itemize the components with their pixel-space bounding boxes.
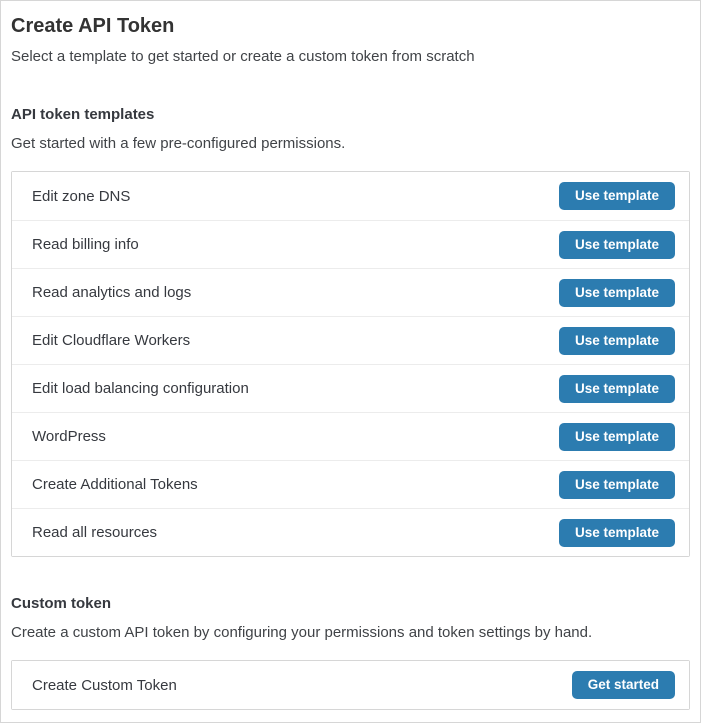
create-custom-token-row <box>12 661 689 709</box>
template-row-edit-zone-dns <box>12 172 689 220</box>
use-template-button[interactable]: Use template <box>559 471 675 499</box>
template-row-read-analytics-and-logs <box>12 268 689 316</box>
template-label: Create Additional Tokens <box>32 476 198 493</box>
custom-token-card <box>11 660 690 710</box>
page-title: Create API Token <box>11 15 175 37</box>
template-label: Read billing info <box>32 236 139 253</box>
template-row-create-additional-tokens <box>12 460 689 508</box>
templates-section-description: Get started with a few pre-configured permissions. <box>11 135 346 152</box>
template-row-wordpress <box>12 412 689 460</box>
use-template-button[interactable]: Use template <box>559 231 675 259</box>
custom-token-row-label: Create Custom Token <box>32 676 177 694</box>
template-row-read-all-resources <box>12 508 689 556</box>
get-started-button[interactable]: Get started <box>572 671 675 699</box>
templates-section-heading: API token templates <box>11 106 155 123</box>
template-label: Edit load balancing configuration <box>32 380 249 397</box>
use-template-button[interactable]: Use template <box>559 327 675 355</box>
custom-token-heading: Custom token <box>11 595 112 612</box>
page-subtitle: Select a template to get started or create a custom token from scratch <box>11 48 475 65</box>
create-api-token-page <box>1 1 700 710</box>
template-row-read-billing-info <box>12 220 689 268</box>
template-label: Read analytics and logs <box>32 284 192 301</box>
template-label: Read all resources <box>32 524 158 541</box>
template-label: Edit Cloudflare Workers <box>32 332 191 349</box>
use-template-button[interactable]: Use template <box>559 519 675 547</box>
template-list <box>11 171 690 557</box>
template-label: WordPress <box>32 428 106 445</box>
template-row-edit-cloudflare-workers <box>12 316 689 364</box>
custom-token-description: Create a custom API token by configuring your permissions and token settings by hand. <box>11 624 593 641</box>
use-template-button[interactable]: Use template <box>559 279 675 307</box>
use-template-button[interactable]: Use template <box>559 423 675 451</box>
use-template-button[interactable]: Use template <box>559 182 675 210</box>
template-row-edit-load-balancing-configuration <box>12 364 689 412</box>
template-label: Edit zone DNS <box>32 187 131 205</box>
use-template-button[interactable]: Use template <box>559 375 675 403</box>
